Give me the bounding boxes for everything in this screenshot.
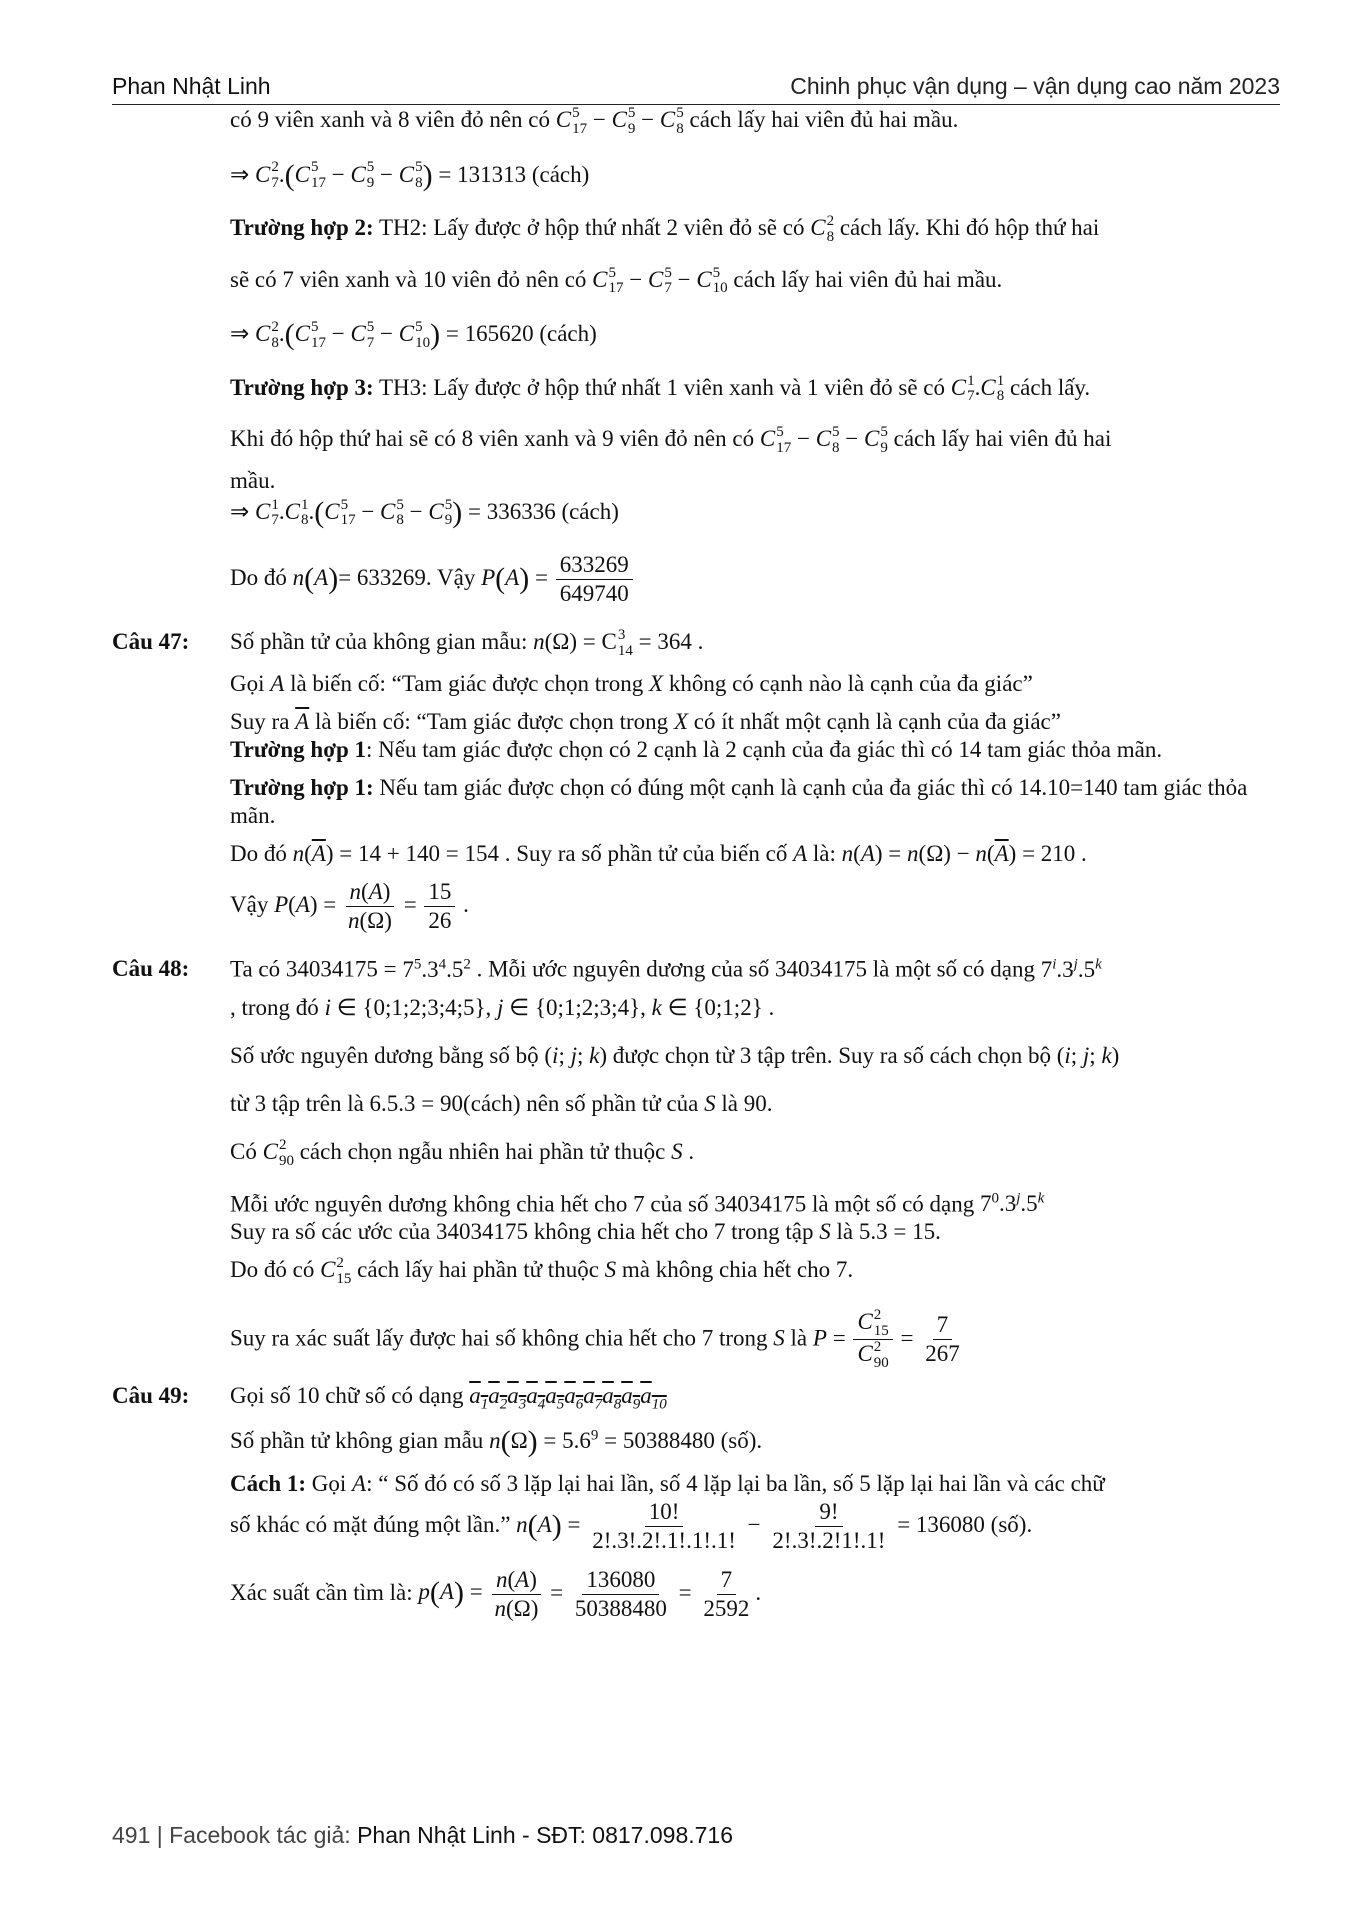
footer-author: Phan Nhật Linh - SĐT: 0817.098.716 bbox=[357, 1822, 734, 1848]
q46-conclusion: Do đó n(A)= 633269. Vậy P(A) = $\frac{633269}{649740}$ bbox=[112, 551, 1280, 608]
header-author: Phan Nhật Linh bbox=[112, 73, 271, 99]
question-47: Câu 47: Số phần tử của không gian mẫu: n(Ω) = C 3 14 = 364 . Gọi A là biến cố: “Tam giác được chọn trong X không có cạnh nào là cạnh của đa giác” Suy ra $\overline{A}$ là biến cố: “Tam giác được chọn trong X có ít nhất một cạnh là cạnh của đa giác” Trường hợp 1: Nếu tam giác được chọn có 2 cạnh là 2 cạnh của đa giác thì có 14 tam giác thỏa mãn. Trường hợp 1: Nếu tam giác được chọn có đúng một cạnh là cạnh của đa giác thì có 14.10=140 tam giác thỏa mãn. Do đó $n(\overline{A}) = 14 + 140 = 154$ . Suy ra số phần tử của biến cố A là: $n(A) = n(\Omega) - n(\overline{A}) = 210$ . Vậy P(A) = $\frac{n(A)}{n(\Omega)}$ = $\frac{15}{26}$ . bbox=[112, 627, 1248, 934]
page-number: 491 bbox=[112, 1822, 151, 1848]
th3-line1: Trường hợp 3: TH3: Lấy được ở hộp thứ nhất 1 viên xanh và 1 viên đỏ sẽ có C 1 7 .C 1 8 cách lấy. bbox=[230, 372, 1091, 405]
th1-line: có 9 viên xanh và 8 viên đỏ nên có C 5 17 − C 5 9 − C 5 8 cách lấy hai viên đủ hai mầu. bbox=[230, 105, 959, 137]
th3-result: ⇒ C 1 7 .C 1 8 .(C 5 17 − C 5 8 − C 5 9 ) = 336336 (cách) bbox=[230, 495, 619, 529]
page-header bbox=[112, 74, 1280, 105]
th2-line1: Trường hợp 2: TH2: Lấy được ở hộp thứ nhất 2 viên đỏ sẽ có C 2 8 cách lấy. Khi đó hộp thứ hai bbox=[230, 213, 1100, 245]
question-label: Câu 47: bbox=[112, 629, 190, 655]
question-48: Câu 48: Ta có $34034175 = 7^5.3^4.5^2$ . Mỗi ước nguyên dương của số 34034175 là một số có dạng 7$^i$.3$^j$.5$^k$ , trong đó i ∈ {0;1;2;3;4;5}, j ∈ {0;1;2;3;4}, k ∈ {0;1;2} . Số ước nguyên dương bằng số bộ (i; j; k) được chọn từ 3 tập trên. Suy ra số cách chọn bộ (i; j; k) từ 3 tập trên là 6.5.3 = 90(cách) nên số phần tử của S là 90. Có C 2 90 cách chọn ngẫu nhiên hai phần tử thuộc S . Mỗi ước nguyên dương không chia hết cho 7 của số 34034175 là một số có dạng $7^0.3^j.5^k$ Suy ra số các ước của 34034175 không chia hết cho 7 trong tập S là 5.3 = 15. Do đó có C 2 15 cách lấy hai phần tử thuộc S mà không chia hết cho 7. Suy ra xác suất lấy được hai số không chia hết cho 7 trong S là P = C 2 15 C 2 90 = $\frac{7}{267}$ bbox=[112, 956, 1120, 1372]
probability-fraction: $\frac{633269}{649740}$ bbox=[556, 551, 633, 608]
th2-result: ⇒ C 2 8 .(C 5 17 − C 5 7 − C 5 10 ) = 165620 (cách) bbox=[230, 318, 597, 352]
header-title: Chinh phục vận dụng – vận dụng cao năm 2023 bbox=[790, 73, 1280, 99]
th1-result: ⇒ C 2 7 .(C 5 17 − C 5 9 − C 5 8 ) = 131313 (cách) bbox=[230, 158, 590, 192]
th2-line2: sẽ có 7 viên xanh và 10 viên đỏ nên có C 5 17 − C 5 7 − C 5 10 cách lấy hai viên đủ hai mầu. bbox=[230, 264, 1003, 297]
page-content bbox=[112, 106, 1280, 1623]
question-49: Câu 49: Gọi số 10 chữ số có dạng $a_1a_2a_3a_4a_5a_6a_7a_8a_9a_{10}$ Số phần tử không gian mẫu $n(\Omega) = 5.6^9 = 50388480$ (số). Cách 1: Gọi A: “ Số đó có số 3 lặp lại hai lần, số 4 lặp lại ba lần, số 5 lặp lại hai lần và các chữ số khác có mặt đúng một lần.” n(A) = $\frac{10!}{2!.3!.2!.1!.1!.1!}$ − $\frac{9!}{2!.3!.2!1!.1!}$ = 136080 (số). Xác suất cần tìm là: p(A) = $\frac{n(A)}{n(\Omega)}$ = $\frac{136080}{50388480}$ = $\frac{7}{2592}$ . bbox=[112, 1382, 1105, 1621]
page-footer bbox=[112, 1822, 733, 1849]
question-label: Câu 49: bbox=[112, 1382, 190, 1408]
footer-label: | Facebook tác giả: bbox=[156, 1822, 351, 1848]
question-label: Câu 48: bbox=[112, 956, 190, 982]
th3-line2: Khi đó hộp thứ hai sẽ có 8 viên xanh và 9 viên đỏ nên có C 5 17 − C 5 8 − C 5 9 cách lấy hai viên đủ hai bbox=[230, 424, 1112, 456]
th3-line3: mầu. bbox=[230, 467, 276, 493]
